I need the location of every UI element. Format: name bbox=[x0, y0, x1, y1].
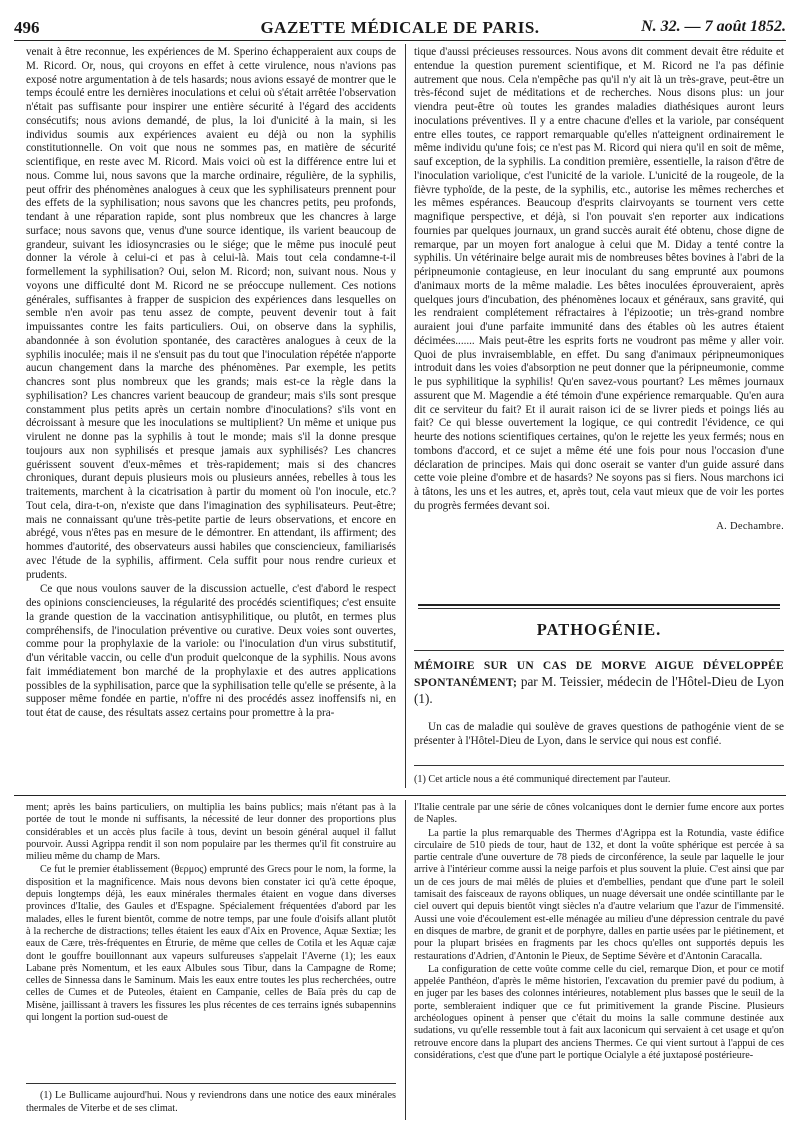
memoir-author: par M. Teissier, médecin de l'Hôtel-Dieu de Lyon (1). bbox=[414, 674, 784, 706]
feuilleton-rule bbox=[14, 795, 786, 796]
paragraph: La configuration de cette voûte comme celle du ciel, remarque Dion, et pour ce motif appelée Panthéon, d'après le même historien, l'excavation du premier pavé du podium, à en juger par les bases des colonnes intérieures, notablement plus basses que le seuil de la porte, sembleraient indiquer que ce fut primitivement la grande Piscine. Plusieurs archéologues opinent à penser que c'était du moins la salle commune destinée aux sudations, vu qu'elle ressemble tout à fait aux laconicum qui servaient à cet usage et qu'on retrouve encore dans la plupart des anciens Thermes. Ce qui vient surtout à l'appui de ces considérations, c'est que d'une part le portique Ocialyle a été juxtaposé postérieure- bbox=[414, 963, 784, 1061]
section-title: PATHOGÉNIE. bbox=[536, 620, 662, 639]
bottom-right-column bbox=[414, 802, 784, 1062]
bottom-footnote: (1) Le Bullicame aujourd'hui. Nous y reviendrons dans une notice des eaux minérales thermales de Viterbe et de ses climat. bbox=[26, 1090, 396, 1114]
memoir-title: MÉMOIRE SUR UN CAS DE MORVE AIGUE DÉVELOPPÉE SPONTANÉMENT; bbox=[414, 660, 784, 689]
paragraph: venait à être reconnue, les expériences de M. Sperino échapperaient aux coups de M. Ricord. Or, nous, qui croyons en effet à cette virulence, nous n'avions pas exposé notre argumentation à de tels hasards; nous avions essayé de montrer que le temps écoulé entre les dernières inoculations et celui où s'était arrêtée l'observation n'était pas suffisante pour inspirer une entière sécurité à l'égard des accidents consécutifs; nous avions demandé, de plus, la loi d'unicité à la main, si les individus soumis aux expériences avaient eu déjà ou non la syphilis constitutionnelle. On voit que nous ne sommes pas, en matière de sécurité scientifique, en reste avec M. Ricord. Mais voici où est la différence entre lui et nous. Comme lui, nous savons que la marche ordinaire, régulière, de la syphilis, peut offrir des phénomènes analogues à ceux que les syphilisateurs prennent pour des effets de la syphilisation; nous savons que les chancres petits, peu profonds, tendant à une réparation rapide, sont plus nombreux que les chancres à large surface; nous savons que, venus d'une source identique, ils varient beaucoup de grandeur, suivant les idiosyncrasies ou le siége; que le même pus inoculé peut donner la vérole à celui-ci et pas à celui-là. Mais tout cela condamne-t-il formellement la syphilisation? Oui, selon M. Ricord; non, suivant nous. Nous y voyons une difficulté dont M. Ricord ne se préoccupe nullement. Ces notions générales, suffisantes à frapper de suspicion des expériences dans lesquelles on semble n'en avoir pas tenu assez de compte, peuvent devenir tout à fait impuissantes contre les faits particuliers. Oui, on observe dans la syphilis, abandonnée à son évolution spontanée, des caractères analogues à ceux de la syphilis inoculée; mais il ne s'ensuit pas du tout que l'inoculation répétée n'apporte aucun changement dans la marche des phénomènes. Par exemple, les petits chancres sont plus nombreux que les grands; mais est-ce la règle dans la syphilisation? Les chancres varient beaucoup de grandeur; mais s'ils sont presque constamment plus petits après un certain nombre d'inoculations? s'ils vont en décroissant à mesure que les inoculations se multiplient? Un même et unique pus virulent ne donne pas la syphilis à tout le monde; mais s'il la donne presque toujours aux non syphilisés et presque jamais aux syphilisés? Les chancres guérissent souvent d'eux-mêmes et très-rapidement; mais si des chancres chroniques, durant depuis plusieurs mois ou plusieurs années, rebelles à tous les traitements, marchent à la cicatrisation à partir du moment où l'on inocule, etc.? Tout cela, dira-t-on, n'existe que dans l'imagination des syphilisateurs. Peut-être; mais ne connaissant qu'une très-petite partie de leurs observations, et encore en abrégé, vous n'êtes pas en mesure de le démontrer. En attendant, ils affirment; des hommes d'autorité, des observateurs aussi habiles que consciencieux, familiarisés avec l'étude de la syphilis, affirment. Cela suffit pour nous rendre curieux et prudents. bbox=[26, 46, 396, 581]
paragraph: La partie la plus remarquable des Thermes d'Agrippa est la Rotundia, vaste édifice circulaire de 510 pieds de tour, haut de 132, et dont la voûte sphérique est percée à sa partie centrale d'une ouverture de 78 pieds de circonférence, la seule par laquelle le jour arrive à l'intérieur comme aussi la neige parfois et plus souvent la pluie. C'est ainsi que par un de ces jours de mai mêlés de pluies et d'embellies, pendant que d'une part le soleil tamisait des faisceaux de rayons obliques, un nuage déversait une ondée scintillante par le ciel ouvert qui depuis bientôt vingt siècles n'a d'autre velarium que l'azur de l'immensité. Aussi une voie d'écoulement est-elle ménagée au milieu d'une dépression centrale du pavé en disques de marbre, de granit et de porphyre, dalles en partie usées par le piétinement, et pour la plupart brisées en fragments par les chocs qu'elles ont supportés depuis les restaurations d'Adrien, d'Antonin le Pieux, de Septime Sévère et d'Antonin Caracalla. bbox=[414, 827, 784, 962]
title-underline bbox=[414, 650, 784, 651]
top-right-column bbox=[414, 46, 784, 533]
section-rule bbox=[418, 604, 780, 606]
pathogenie-section bbox=[414, 620, 784, 797]
bottom-column-divider bbox=[405, 800, 406, 1120]
bottom-left-column bbox=[26, 802, 396, 1024]
journal-title: GAZETTE MÉDICALE DE PARIS. bbox=[260, 18, 540, 37]
paragraph: tique d'aussi précieuses ressources. Nous avons dit comment devait être réduite et entendue la question purement scientifique, et M. Ricord ne l'a pas définie autrement que nous. Cela n'empêche pas qu'il n'y ait là un très-grave, peut-être un très-fécond sujet de méditations et de recherches. Nous disons plus: un jour viendra peut-être où toutes les grandes maladies diathésiques auront leurs inoculations préventives. Il y a entre chacune d'elles et la variole, par conséquent entre elles toutes, ce rapport remarquable qu'elles n'atteignent ordinairement le même individu qu'une fois; ce n'est pas M. Ricord qui niera qu'il en soit de même, sauf exception, de la syphilis. La condition première, essentielle, la raison d'être de l'inoculation variolique, c'est l'unicité de la variole. L'unicité de la rougeole, de la fièvre typhoïde, de la peste, de la syphilis, etc., autorise les mêmes recherches et les mêmes espérances. Beaucoup d'esprits clairvoyants se tournent vers cette magnifique perspective, et déjà, si l'on pouvait s'en reporter aux indications fournies par quelques journaux, un grand succès aurait été obtenu, chose digne de remarque, par un moyen fort analogue à celui que M. Diday a tenté contre la syphilis. Un vétérinaire belge aurait mis de nombreuses bêtes bovines à l'abri de la péripneumonie contagieuse, en leur inoculant du sang emprunté aux poumons d'animaux morts de la même maladie. Les bêtes inoculées éprouveraient, après quelques jours d'incubation, des phénomènes locaux et généraux, sans gravité, qui les rendraient complétement réfractaires à l'épizootie; un très-grand nombre auraient joui d'une parfaite immunité dans des étables où les autres étaient décimées....... Mais peut-être les esprits forts ne voudront pas même y aller voir. Quoi de plus invraisemblable, en effet. Du sang d'animaux péripneumoniques introduit dans les voies d'absorption ne peut donner que la péripneumonie, comme le pus syphilitique la syphilis! Qu'en savez-vous pourtant? Les mêmes journaux assurent que M. Magendie a été témoin d'une expérience remarquable. Qu'en aura dit ce serviteur du fait? Et il aurait raison ici de se livrer pieds et poings liés au fait? Ce qui blesse ouvertement la logique, ce qui contredit l'évidence, ce qui heurte des notions scientifiques certaines, qu'on le rejette les yeux fermés; nous en tombons d'accord, et ce sujet a même été une fois pour nous l'occasion d'une déclaration de principes. Mais qui donc oserait se vanter d'un guide assuré dans cette voie pleine d'ombre et de hasards? Ne soyons pas si fiers. Nous marchons ici à tâtons, les uns et les autres, et, après tout, cela vaut mieux que de voir les portes du progrès fermées devant soi. bbox=[414, 46, 784, 512]
section-rule-thin bbox=[418, 608, 780, 609]
paragraph: Ce que nous voulons sauver de la discussion actuelle, c'est d'abord le respect des opinions consciencieuses, la régularité des procédés scientifiques; c'est ensuite la grande question de la vaccination antisyphilitique, ou plutôt, en termes plus compréhensifs, de l'inoculation préventive ou curative. Deux voies sont ouvertes, comme pour la prophylaxie de la variole: ou l'inoculation d'un virus substitutif, d'un véritable vaccin, ou celle d'un produit quelconque de la syphilis. Nous avons fait immédiatement bon marché de la prophylaxie et des autres applications possibles de la syphilisation, parce que la syphilisation telle qu'elle se présente, à la supposer même fondée en partie, n'offre ni des procédés assez inoffensifs ni, en tout état de cause, des résultats assez certains pour promettre à la pra- bbox=[26, 583, 396, 719]
author-signature: A. Dechambre. bbox=[716, 520, 784, 532]
top-left-column bbox=[26, 46, 396, 721]
intro-paragraph: Un cas de maladie qui soulève de graves questions de pathogénie vient de se présenter à l'Hôtel-Dieu de Lyon, dans le service qui nous est confié. bbox=[414, 721, 784, 748]
page-number: 496 bbox=[14, 18, 40, 37]
memoir-heading bbox=[414, 657, 784, 707]
paragraph: l'Italie centrale par une série de cônes volcaniques dont le dernier fume encore aux portes de Naples. bbox=[414, 802, 784, 826]
column-divider bbox=[405, 44, 406, 788]
footnote: (1) Cet article nous a été communiqué directement par l'auteur. bbox=[414, 774, 671, 786]
bottom-footnote-rule bbox=[26, 1083, 396, 1084]
issue-date: N. 32. — 7 août 1852. bbox=[641, 18, 786, 35]
paragraph: Ce fut le premier établissement (θερμος) emprunté des Grecs pour le nom, la forme, la disposition et la magnificence. Mais nous devons bien constater ici qu'à cette époque, depuis longtemps déjà, les eaux minérales thermales étaient en vogue dans diverses provinces d'Italie, des Gaules et d'Espagne. Spécialement fréquentées d'abord par les malades, elles le furent bientôt, comme de notre temps, par une foule d'oisifs allant plutôt à la recherche de distractions; telles étaient les eaux d'Aix en Provence, Aquæ Sextiæ; les eaux de Cære, très-fréquentes en Étrurie, de même que celles de Cotila et les Aquæ cajæ dont le gouffre bouillonnant aux vapeurs sulfureuses s'appelait l'Averne (1); les eaux Labane près Nomentum, et les eaux Albules sous Tibur, dans la Campagne de Rome; celles de Sinnessa dans le Saminum. Mais les eaux entre toutes les plus recherchées, outre celles de Cumes et de Puteoles, étaient en Campanie, celles de Baïa près du cap de Misène, jaillissant à travers les fissures les plus récentes de ces terrains ignés subapennins qui longent la portion sud-ouest de bbox=[26, 864, 396, 1024]
page-header bbox=[14, 16, 786, 41]
footnote-rule bbox=[414, 765, 784, 766]
paragraph: ment; après les bains particuliers, on multiplia les bains publics; mais n'étant pas à la portée de tout le monde ni suffisants, la nécessité de leur donner des proportions plus considérables et un accès plus facile à tous, devint un besoin général auquel il fallut pourvoir. Aussi Agrippa rendit il son nom populaire par les thermes qu'il fit construire au milieu même du champ de Mars. bbox=[26, 802, 396, 863]
